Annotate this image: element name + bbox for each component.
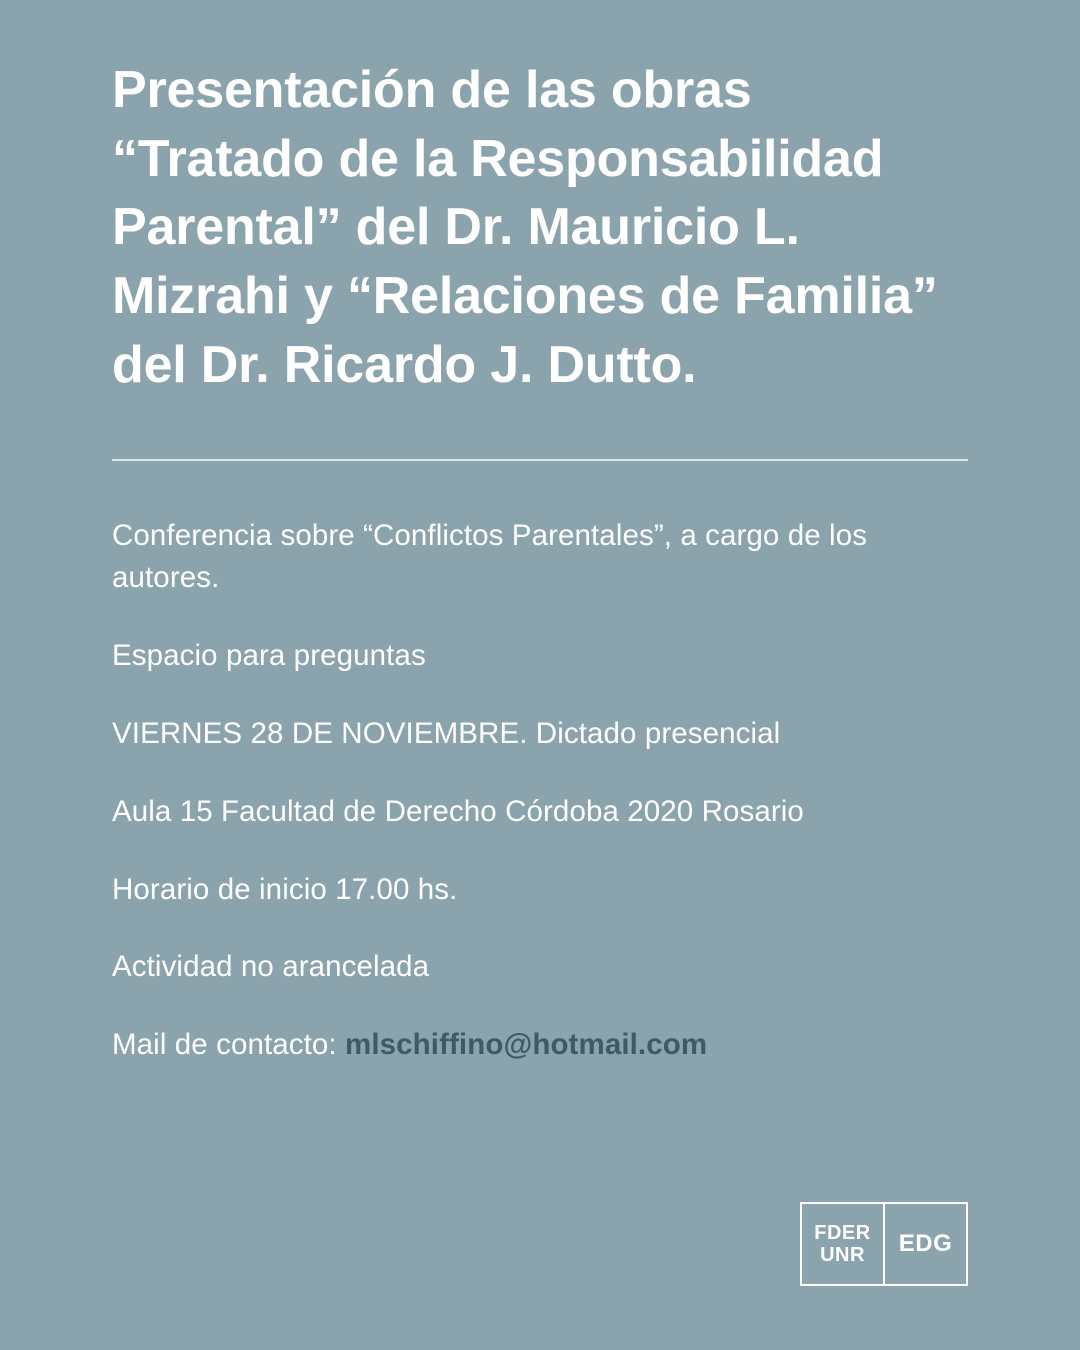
fder-unr-logo — [800, 1202, 884, 1286]
fder-unr-logo-line1: FDER — [814, 1221, 871, 1244]
page-title: Presentación de las obras “Tratado de la Responsabilidad Parental” del Dr. Mauricio L. Mizrahi y “Relaciones de Familia” del Dr. Ricardo J. Dutto. — [112, 61, 938, 394]
detail-line-date: VIERNES 28 DE NOVIEMBRE. Dictado presencial — [112, 716, 781, 750]
contact-email[interactable]: mlschiffino@hotmail.com — [345, 1028, 708, 1062]
divider — [112, 459, 968, 461]
edg-logo — [884, 1202, 968, 1286]
logo-group — [800, 1202, 968, 1286]
detail-line-time: Horario de inicio 17.00 hs. — [112, 872, 458, 906]
detail-line-questions: Espacio para preguntas — [112, 638, 426, 672]
details-block — [112, 515, 968, 1066]
fder-unr-logo-line2: UNR — [820, 1244, 865, 1266]
contact-label: Mail de contacto: — [112, 1028, 346, 1062]
detail-line-conference: Conferencia sobre “Conflictos Parentales”, a cargo de los autores. — [112, 519, 868, 594]
detail-line-location: Aula 15 Facultad de Derecho Córdoba 2020 Rosario — [112, 794, 804, 828]
detail-line-fee: Actividad no arancelada — [112, 950, 430, 984]
edg-logo-text: EDG — [898, 1230, 953, 1257]
contact-line — [112, 1024, 968, 1066]
